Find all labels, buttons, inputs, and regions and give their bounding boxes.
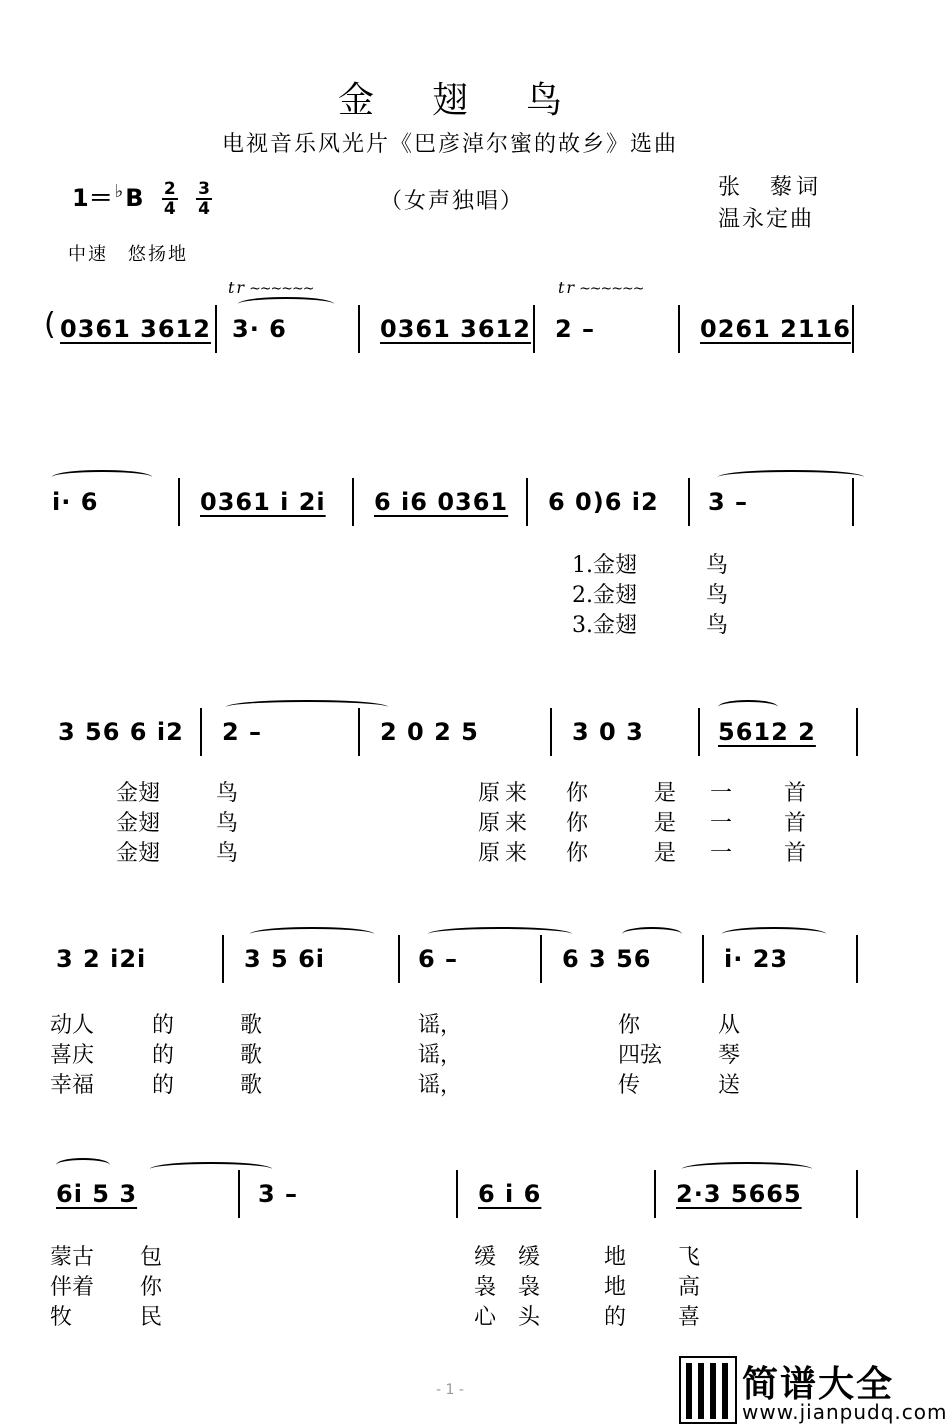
lyric: 袅	[518, 1275, 541, 1300]
measure: 0261 2116	[700, 315, 851, 343]
slur	[718, 700, 778, 714]
lyric: 原	[478, 781, 501, 806]
lyric: 鸟	[706, 613, 729, 638]
key-signature	[72, 178, 212, 218]
trill-mark: tr ~~~~~~	[558, 278, 643, 297]
lyric: 牧	[50, 1305, 73, 1330]
score-system-3	[0, 708, 900, 768]
lyric: 原	[478, 841, 501, 866]
lyric: 谣，	[418, 1013, 463, 1038]
barline	[456, 1170, 458, 1218]
lyric: 鸟	[706, 583, 729, 608]
barline	[200, 708, 202, 756]
barline	[358, 305, 360, 353]
barline	[178, 478, 180, 526]
lyric: 幸福	[50, 1073, 95, 1098]
lyric: 地	[604, 1275, 627, 1300]
barline	[856, 1170, 858, 1218]
lyricist-credit: 张 藜词	[718, 175, 823, 200]
meter-denominator: 4	[198, 199, 210, 219]
measure: 0361 3612	[380, 315, 531, 343]
piano-keys-icon	[678, 1355, 738, 1425]
lyric: 动人	[50, 1013, 95, 1038]
score-system-4	[0, 935, 900, 995]
measure: 3· 6	[232, 315, 287, 343]
site-url: www.jianpudq.com	[742, 1400, 947, 1424]
lyric: 金翅	[116, 781, 161, 806]
measure: 6i 5 3	[56, 1180, 138, 1208]
lyric: 喜庆	[50, 1043, 95, 1068]
barline	[856, 935, 858, 983]
lyric: 头	[518, 1305, 541, 1330]
slur	[56, 1158, 110, 1172]
tie	[150, 1162, 272, 1176]
measure: 3 5 6i	[244, 945, 326, 973]
slur	[250, 927, 374, 941]
barline	[856, 708, 858, 756]
lyric: 首	[784, 811, 807, 836]
barline	[533, 305, 535, 353]
measure: i· 23	[724, 945, 789, 973]
lyric: 你	[566, 781, 589, 806]
voice-type: （女声独唱）	[380, 189, 525, 214]
lyric: 你	[618, 1013, 641, 1038]
lyric: 缓	[518, 1245, 541, 1270]
tie	[52, 470, 152, 484]
measure: 5612 2	[718, 718, 816, 746]
time-signature-3-4	[196, 180, 212, 218]
lyric: 3.金翅	[572, 613, 637, 638]
lyric: 从	[718, 1013, 741, 1038]
lyric: 飞	[678, 1245, 701, 1270]
measure: 6 i6 0361	[374, 488, 509, 516]
lyric: 喜	[678, 1305, 701, 1330]
measure: 2 –	[222, 718, 263, 746]
tie	[428, 927, 572, 941]
lyric: 你	[140, 1275, 163, 1300]
key-note: B	[125, 184, 144, 212]
lyric: 来	[505, 781, 528, 806]
lyric: 一	[710, 841, 733, 866]
measure: 6 0)6 i2	[548, 488, 659, 516]
composer-credit: 温永定曲	[718, 207, 815, 232]
lyric: 金翅	[116, 841, 161, 866]
slur	[682, 1162, 812, 1176]
barline	[215, 305, 217, 353]
measure: 6 3 56	[562, 945, 652, 973]
lyric: 鸟	[706, 553, 729, 578]
flat-sign: ♭	[114, 181, 124, 202]
lyric: 的	[152, 1013, 175, 1038]
lyric: 民	[140, 1305, 163, 1330]
slur	[622, 927, 682, 941]
barline	[654, 1170, 656, 1218]
measure: 3 0 3	[572, 718, 644, 746]
lyric: 鸟	[216, 781, 239, 806]
score-system-2	[0, 478, 900, 538]
tie	[718, 470, 864, 484]
lyric: 高	[678, 1275, 701, 1300]
lyric: 来	[505, 811, 528, 836]
barline	[358, 708, 360, 756]
lyric: 鸟	[216, 841, 239, 866]
barline	[698, 708, 700, 756]
measure: 2·3 5665	[676, 1180, 802, 1208]
lyric: 包	[140, 1245, 163, 1270]
lyric: 首	[784, 781, 807, 806]
lyric: 一	[710, 781, 733, 806]
barline	[398, 935, 400, 983]
slur	[722, 927, 826, 941]
tempo-marking: 中速 悠扬地	[68, 244, 188, 265]
lyric: 缓	[474, 1245, 497, 1270]
tie	[238, 297, 334, 311]
open-parenthesis: (	[44, 307, 56, 342]
site-logo-name: 简谱大全	[742, 1364, 895, 1405]
lyric: 原	[478, 811, 501, 836]
lyric: 地	[604, 1245, 627, 1270]
lyric: 四弦	[618, 1043, 663, 1068]
barline	[540, 935, 542, 983]
barline	[702, 935, 704, 983]
score-system-5	[0, 1170, 900, 1230]
measure: 2 0 2 5	[380, 718, 479, 746]
measure: 3 2 i2i	[56, 945, 147, 973]
lyric: 歌	[240, 1073, 263, 1098]
measure: 3 56 6 i2	[58, 718, 184, 746]
barline	[352, 478, 354, 526]
measure: 0361 i 2i	[200, 488, 326, 516]
score-system-1	[0, 305, 900, 365]
barline	[550, 708, 552, 756]
lyric: 谣，	[418, 1043, 463, 1068]
lyric: 歌	[240, 1043, 263, 1068]
song-subtitle: 电视音乐风光片《巴彦淖尔蜜的故乡》选曲	[221, 132, 678, 157]
lyric: 一	[710, 811, 733, 836]
measure: 3 –	[708, 488, 749, 516]
song-title: 金翅鸟	[337, 80, 620, 121]
barline	[678, 305, 680, 353]
meter-numerator: 2	[163, 179, 176, 199]
lyric: 的	[604, 1305, 627, 1330]
lyric: 蒙古	[50, 1245, 95, 1270]
lyric: 是	[654, 811, 677, 836]
lyric: 送	[718, 1073, 741, 1098]
lyric: 你	[566, 841, 589, 866]
lyric: 伴着	[50, 1275, 95, 1300]
lyric: 1.金翅	[572, 553, 637, 578]
lyric: 袅	[474, 1275, 497, 1300]
barline	[222, 935, 224, 983]
measure: i· 6	[52, 488, 99, 516]
lyric: 金翅	[116, 811, 161, 836]
lyric: 是	[654, 781, 677, 806]
lyric: 来	[505, 841, 528, 866]
lyric: 首	[784, 841, 807, 866]
lyric: 歌	[240, 1013, 263, 1038]
barline	[238, 1170, 240, 1218]
key-label: 1＝	[72, 184, 113, 212]
meter-numerator: 3	[198, 179, 210, 199]
lyric: 心	[474, 1305, 497, 1330]
lyric: 的	[152, 1073, 175, 1098]
meter-denominator: 4	[163, 199, 176, 219]
lyric: 琴	[718, 1043, 741, 1068]
time-signature-2-4	[162, 180, 178, 218]
lyric: 谣，	[418, 1073, 463, 1098]
measure: 0361 3612	[60, 315, 211, 343]
lyric: 2.金翅	[572, 583, 637, 608]
barline	[852, 478, 854, 526]
lyric: 传	[618, 1073, 641, 1098]
page-number: - 1 -	[436, 1382, 464, 1398]
barline	[688, 478, 690, 526]
tie	[226, 700, 388, 714]
lyric: 你	[566, 811, 589, 836]
lyric: 是	[654, 841, 677, 866]
barline	[852, 305, 854, 353]
lyric: 的	[152, 1043, 175, 1068]
barline	[526, 478, 528, 526]
lyric: 鸟	[216, 811, 239, 836]
measure: 2 –	[555, 315, 596, 343]
trill-mark: tr ~~~~~~	[228, 278, 313, 297]
measure: 6 –	[418, 945, 459, 973]
measure: 6 i 6	[478, 1180, 542, 1208]
measure: 3 –	[258, 1180, 299, 1208]
